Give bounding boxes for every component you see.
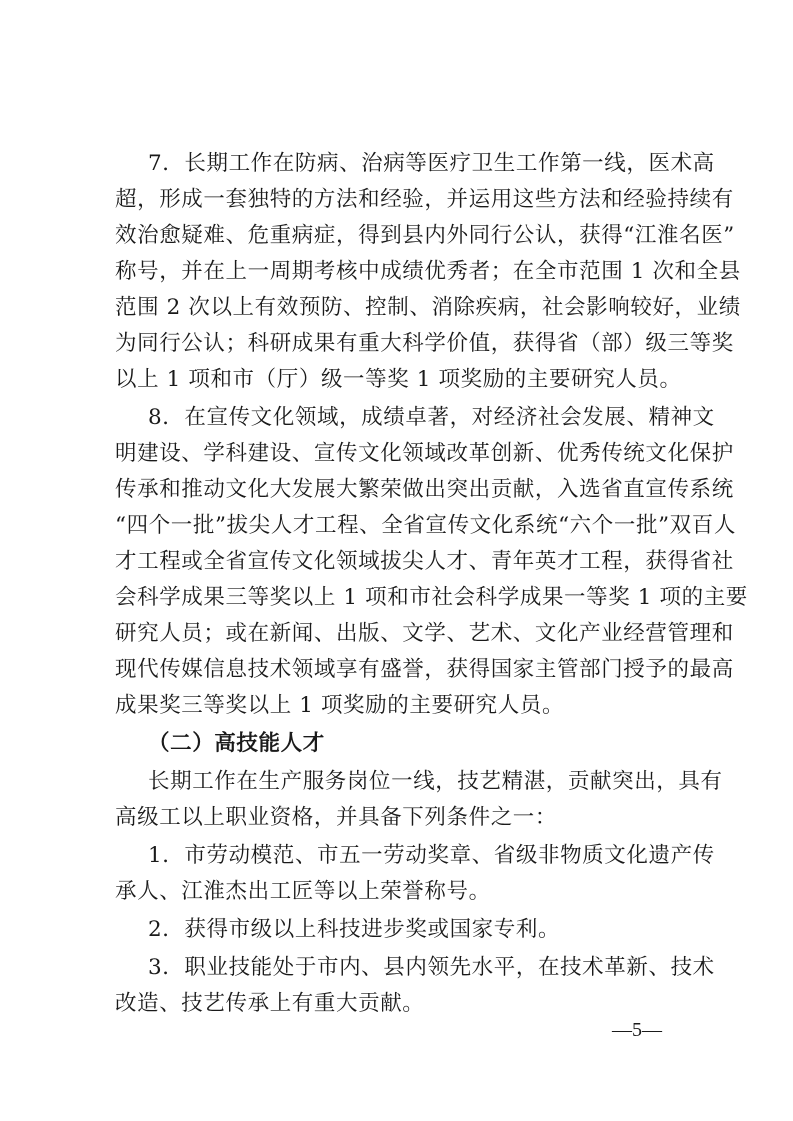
text-line: 7．长期工作在防病、治病等医疗卫生工作第一线，医术高 xyxy=(148,151,715,176)
text-line: 研究人员；或在新闻、出版、文学、艺术、文化产业经营管理和 xyxy=(115,621,734,646)
text-line: 才工程或全省宣传文化领域拔尖人才、青年英才工程，获得省社 xyxy=(115,549,734,574)
text-line: 8．在宣传文化领域，成绩卓著，对经济社会发展、精神文 xyxy=(148,405,715,430)
text-line: 明建设、学科建设、宣传文化领域改革创新、优秀传统文化保护 xyxy=(115,441,734,466)
text-line: 称号，并在上一周期考核中成绩优秀者；在全市范围 1 次和全县 xyxy=(115,259,741,284)
text-line: 高级工以上职业资格，并具备下列条件之一： xyxy=(115,805,558,830)
text-line: 效治愈疑难、危重病症，得到县内外同行公认，获得“江淮名医” xyxy=(115,223,735,248)
text-line: 3．职业技能处于市内、县内领先水平，在技术革新、技术 xyxy=(148,955,715,980)
page-number: —5— xyxy=(612,1019,662,1041)
text-line: 现代传媒信息技术领域享有盛誉，获得国家主管部门授予的最高 xyxy=(115,657,734,682)
text-line: 超，形成一套独特的方法和经验，并运用这些方法和经验持续有 xyxy=(115,187,734,212)
text-line: 为同行公认；科研成果有重大科学价值，获得省（部）级三等奖 xyxy=(115,331,734,356)
text-line: 传承和推动文化大发展大繁荣做出突出贡献，入选省直宣传系统 xyxy=(115,477,734,502)
text-line: 长期工作在生产服务岗位一线，技艺精湛，贡献突出，具有 xyxy=(148,769,723,794)
text-line: 成果奖三等奖以上 1 项奖励的主要研究人员。 xyxy=(115,693,565,718)
text-line: 改造、技艺传承上有重大贡献。 xyxy=(115,991,425,1016)
text-line: 以上 1 项和市（厅）级一等奖 1 项奖励的主要研究人员。 xyxy=(115,367,682,392)
text-line: 1．市劳动模范、市五一劳动奖章、省级非物质文化遗产传 xyxy=(148,843,715,868)
text-line: 范围 2 次以上有效预防、控制、消除疾病，社会影响较好，业绩 xyxy=(115,295,741,320)
text-line: 会科学成果三等奖以上 1 项和市社会科学成果一等奖 1 项的主要 xyxy=(115,585,748,610)
text-line: 2．获得市级以上科技进步奖或国家专利。 xyxy=(148,917,561,942)
text-line: 承人、江淮杰出工匠等以上荣誉称号。 xyxy=(115,879,491,904)
section-heading: （二）高技能人才 xyxy=(148,731,325,756)
text-line: “四个一批”拔尖人才工程、全省宣传文化系统“六个一批”双百人 xyxy=(115,513,736,538)
